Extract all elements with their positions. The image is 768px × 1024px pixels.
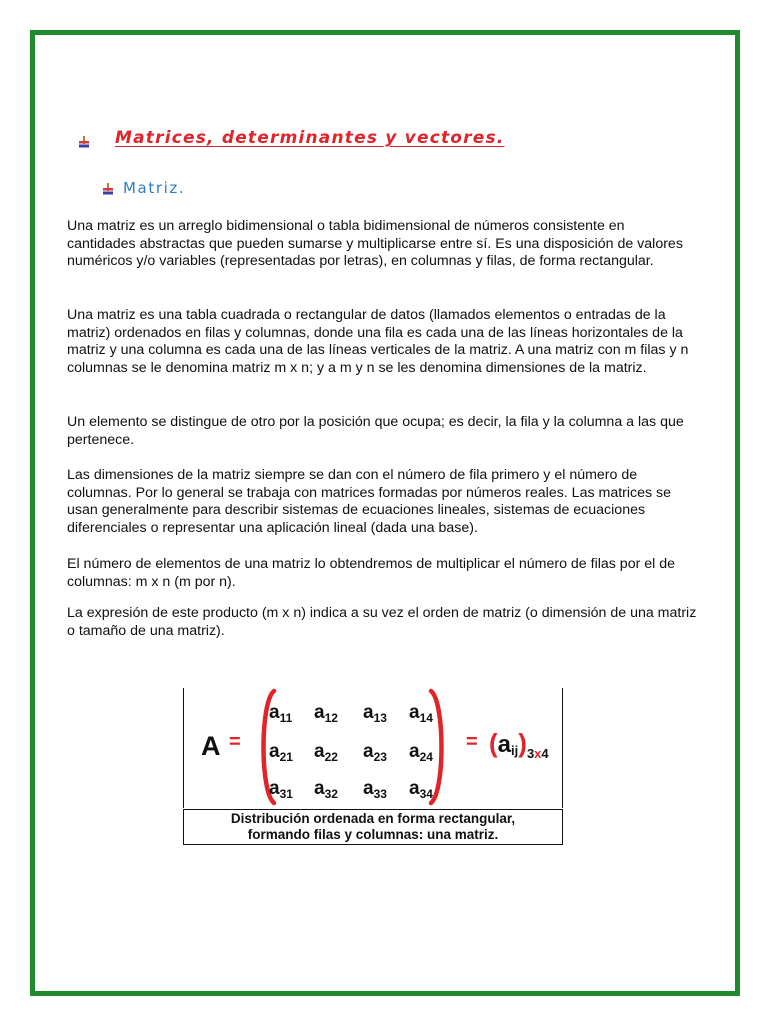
paragraph: Una matriz es una tabla cuadrada o rectangular de datos (llamados elementos o entradas de la matriz) ordenados en filas y columnas, donde una fila es cada una de las líneas horizontales de la matriz y una columna es cada una de las líneas verticales de la matriz. A una matriz con m filas y n columnas se le denomina matriz m x n; y a m y n se les denomina dimensiones de la matriz. <box>67 307 689 376</box>
caption-line: formando filas y columnas: una matriz. <box>247 827 499 842</box>
caption-line: Distribución ordenada en forma rectangular, <box>230 811 516 826</box>
equals-sign: = <box>466 731 478 753</box>
paragraph: La expresión de este producto (m x n) indica a su vez el orden de matriz (o dimensión de una matriz o tamaño de una matriz). <box>67 605 697 639</box>
subsection-heading: Matriz. <box>123 179 186 197</box>
matrix-element: $a_{21}$ <box>269 741 293 764</box>
matrix-figure <box>183 688 563 845</box>
paragraph: Una matriz es un arreglo bidimensional o tabla bidimensional de números consistente en cantidades abstractas que pueden sumarse y multiplicarse entre sí. Es una disposición de valores numéricos y/o variables (representadas por letras), en columnas y filas, de forma rectangular. <box>67 218 683 269</box>
element-subscript: ij <box>511 743 519 758</box>
cols-count: 4 <box>541 746 549 761</box>
figure-right-rule <box>562 688 563 808</box>
matrix-element: $a_{24}$ <box>409 741 433 764</box>
figure-caption <box>183 809 563 845</box>
matrix-name: A <box>201 731 221 761</box>
paragraph: Un elemento se distingue de otro por la posición que ocupa; es decir, la fila y la columna a las que pertenece. <box>67 414 684 448</box>
equals-sign: = <box>229 731 241 753</box>
matrix-element: $a_{32}$ <box>314 778 338 801</box>
matrix-element: $a_{22}$ <box>314 741 338 764</box>
paragraph: Las dimensiones de la matriz siempre se dan con el número de fila primero y el número de columnas. Por lo general se trabaja con matrices formadas por números reales. Las matrices se usan generalmente para describir sistemas de ecuaciones lineales, sistemas de ecuaciones diferenciales o representar una aplicación lineal (dada una base). <box>67 467 672 536</box>
matrix-element: $a_{31}$ <box>269 778 293 801</box>
rows-count: 3 <box>526 746 535 761</box>
matrix-element: $a_{23}$ <box>363 741 387 764</box>
close-paren: ) <box>518 728 527 758</box>
compact-notation <box>489 728 549 761</box>
matrix-element: $a_{14}$ <box>409 702 433 725</box>
matrix-element: $a_{33}$ <box>363 778 387 801</box>
matrix-element: $a_{34}$ <box>409 778 433 801</box>
matrix-element: $a_{13}$ <box>363 702 387 725</box>
element-base: a <box>497 731 512 758</box>
paragraph: El número de elementos de una matriz lo obtendremos de multiplicar el número de filas por el de columnas: m x n (m por n). <box>67 556 676 590</box>
bullet-icon <box>102 183 114 195</box>
matrix-element: $a_{11}$ <box>269 702 293 725</box>
figure-left-rule <box>183 688 184 808</box>
section-heading: Matrices, determinantes y vectores. <box>115 128 505 148</box>
times-sign: x <box>534 746 542 761</box>
matrix-element: $a_{12}$ <box>314 702 338 725</box>
bullet-icon <box>78 136 90 148</box>
open-paren: ( <box>489 728 498 758</box>
